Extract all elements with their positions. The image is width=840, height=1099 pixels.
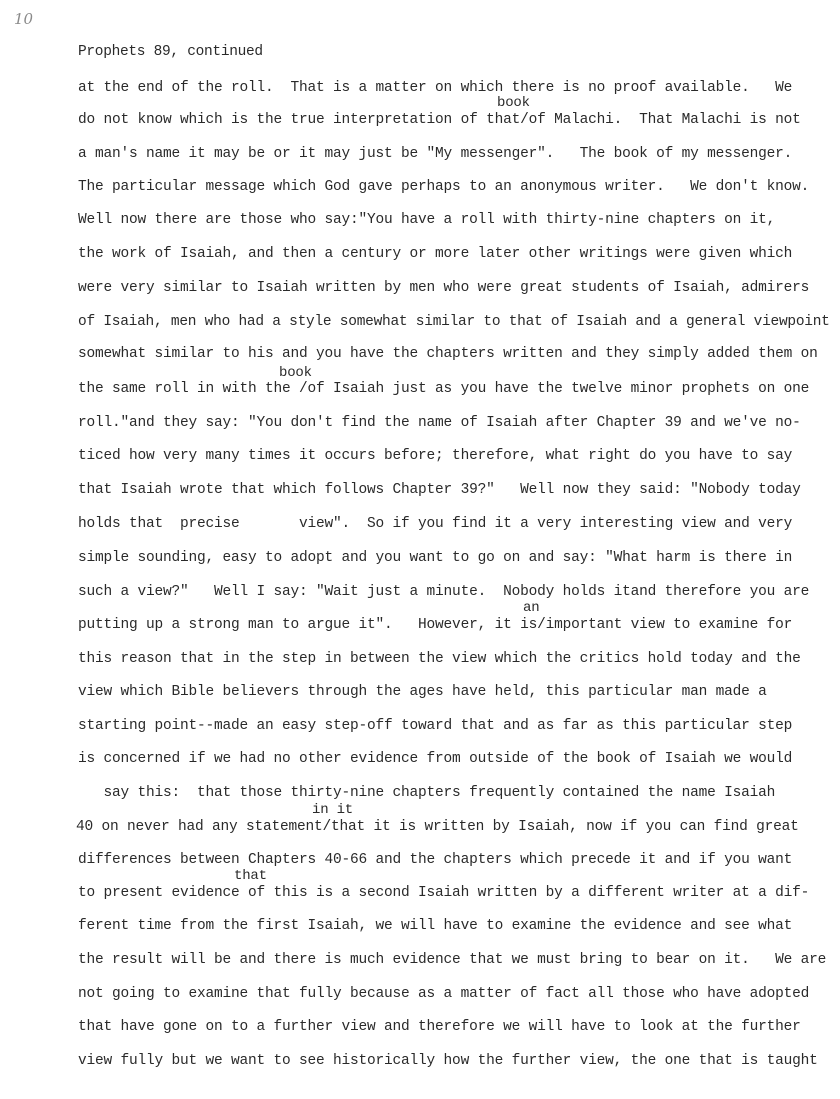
text-line-27: the result will be and there is much evidence that we must bring to bear on it. We are <box>78 952 827 968</box>
text-line-17: putting up a strong man to argue it". However, it is/important view to examine for <box>78 617 793 633</box>
insertion-that: that <box>234 868 267 884</box>
text-line-4: The particular message which God gave perhaps to an anonymous writer. We don't know. <box>78 179 810 195</box>
insertion-in-it: in it <box>312 802 354 818</box>
text-line-3: a man's name it may be or it may just be "My messenger". The book of my messenger. <box>78 146 793 162</box>
text-line-13: that Isaiah wrote that which follows Chapter 39?" Well now they said: "Nobody today <box>78 482 801 498</box>
text-line-12: ticed how very many times it occurs before; therefore, what right do you have to say <box>78 448 793 464</box>
text-line-23: 40 on never had any statement/that it is written by Isaiah, now if you can find great <box>76 819 799 835</box>
text-line-6: the work of Isaiah, and then a century or more later other writings were given which <box>78 246 793 262</box>
text-line-26: ferent time from the first Isaiah, we will have to examine the evidence and see what <box>78 918 793 934</box>
text-line-19: view which Bible believers through the ages have held, this particular man made a <box>78 684 767 700</box>
text-line-5: Well now there are those who say:"You have a roll with thirty-nine chapters on it, <box>78 212 776 228</box>
text-line-21: is concerned if we had no other evidence from outside of the book of Isaiah we would <box>78 751 793 767</box>
text-line-9: somewhat similar to his and you have the chapters written and they simply added them on <box>78 346 818 362</box>
text-line-22: say this: that those thirty-nine chapters frequently contained the name Isaiah <box>78 785 776 801</box>
insertion-an: an <box>523 600 540 616</box>
page-number: 10 <box>14 10 34 28</box>
text-line-28: not going to examine that fully because as a matter of fact all those who have adopted <box>78 986 810 1002</box>
text-line-1: at the end of the roll. That is a matter on which there is no proof available. We <box>78 80 793 96</box>
text-line-10: the same roll in with the /of Isaiah just as you have the twelve minor prophets on one <box>78 381 810 397</box>
text-line-29: that have gone on to a further view and therefore we will have to look at the further <box>78 1019 801 1035</box>
text-line-16: such a view?" Well I say: "Wait just a minute. Nobody holds itand therefore you are <box>78 584 810 600</box>
page-header: Prophets 89, continued <box>78 44 263 60</box>
text-line-24: differences between Chapters 40-66 and the chapters which precede it and if you want <box>78 852 793 868</box>
text-line-30: view fully but we want to see historically how the further view, the one that is taught <box>78 1053 818 1069</box>
text-line-20: starting point--made an easy step-off toward that and as far as this particular step <box>78 718 793 734</box>
text-line-25: to present evidence of this is a second Isaiah written by a different writer at a dif- <box>78 885 810 901</box>
insertion-book-1: book <box>497 95 530 111</box>
text-line-15: simple sounding, easy to adopt and you want to go on and say: "What harm is there in <box>78 550 793 566</box>
text-line-11: roll."and they say: "You don't find the name of Isaiah after Chapter 39 and we've no- <box>78 415 801 431</box>
text-line-2: do not know which is the true interpretation of that/of Malachi. That Malachi is not <box>78 112 801 128</box>
text-line-8: of Isaiah, men who had a style somewhat similar to that of Isaiah and a general viewpoint <box>78 314 830 330</box>
insertion-book-2: book <box>279 365 312 381</box>
text-line-14: holds that precise view". So if you find it a very interesting view and very <box>78 516 793 532</box>
text-line-18: this reason that in the step in between the view which the critics hold today and the <box>78 651 801 667</box>
text-line-7: were very similar to Isaiah written by men who were great students of Isaiah, admirers <box>78 280 810 296</box>
